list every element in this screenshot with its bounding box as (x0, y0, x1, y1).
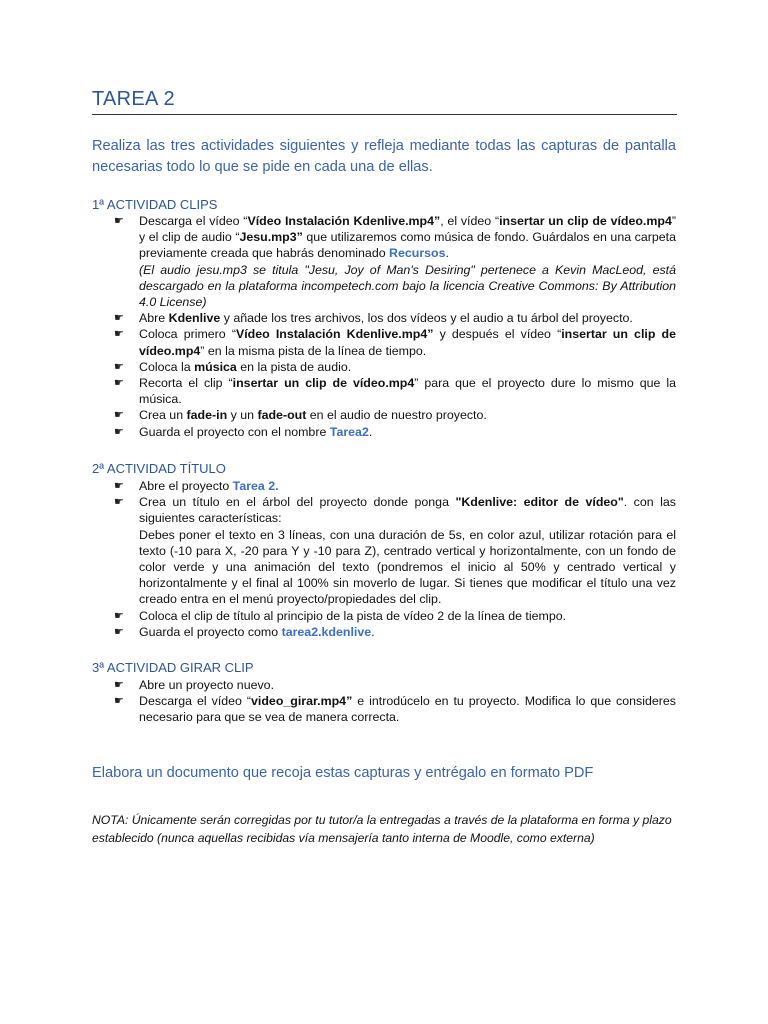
list-item: ☛ Abre el proyecto Tarea 2. (114, 479, 279, 493)
section-3-title: 3ª ACTIVIDAD GIRAR CLIP (92, 660, 254, 675)
note-paragraph: NOTA: Únicamente serán corregidas por tu tutor/a la entregadas a través de la plataforma en forma y plazo establecido (nunca aquellas recibidas vía mensajería tanto interna de Moodle, como externa) (92, 813, 672, 845)
list-item: ☛ Guarda el proyecto con el nombre Tarea2. (114, 424, 373, 439)
pointing-hand-icon: ☛ (114, 215, 124, 227)
list-item: ☛ Coloca el clip de título al principio de la pista de vídeo 2 de la línea de tiempo. (114, 608, 567, 623)
pointing-hand-icon: ☛ (114, 312, 124, 325)
section-1-title: 1ª ACTIVIDAD CLIPS (92, 197, 218, 212)
pointing-hand-icon: ☛ (114, 409, 124, 422)
pointing-hand-icon: ☛ (114, 360, 124, 373)
list-item: ☛ Coloca primero “Vídeo Instalación Kdenlive.mp4” y después el vídeo “insertar un clip de vídeo.mp4” en la misma pista de la línea de tiempo. (114, 327, 676, 358)
title-characteristics: Debes poner el texto en 3 líneas, con una duración de 5s, en color azul, utilizar rotación para el texto (-10 para X, -20 para Y y -10 para Z), centrado vertical y horizontalmente, con un fondo de color verde y una animación del texto (pondremos el inicio al 50% y centrado vertical y horizontalmente y el final al 100% sin moverlo de lugar. Si tienes que modificar el título una vez creado entra en el menú proyecto/propiedades del clip. (139, 527, 676, 607)
page-title: TAREA 2 (92, 88, 677, 115)
pointing-hand-icon: ☛ (114, 695, 124, 708)
list-item: ☛ Recorta el clip “insertar un clip de vídeo.mp4” para que el proyecto dure lo mismo que la música. (114, 376, 677, 407)
pointing-hand-icon: ☛ (114, 328, 124, 341)
section-1-list (114, 213, 676, 440)
pointing-hand-icon: ☛ (114, 679, 124, 691)
list-item: ☛ Coloca la música en la pista de audio. (114, 359, 352, 374)
closing-instruction: Elabora un documento que recoja estas capturas y entrégalo en formato PDF (92, 765, 594, 781)
tarea-2-link: Tarea 2. (232, 479, 279, 493)
pointing-hand-icon: ☛ (114, 425, 124, 438)
list-item: ☛ Abre un proyecto nuevo. (114, 678, 275, 692)
tarea2-link: Tarea2 (329, 424, 369, 439)
list-item: ☛ Descarga el vídeo “video_girar.mp4” e introdúcelo en tu proyecto. Modifica lo que consideres necesario para que se vea de manera correcta. (114, 694, 676, 725)
recursos-link: Recursos (389, 246, 446, 261)
audio-license-note: (El audio jesu.mp3 se titula "Jesu, Joy of Man's Desiring" pertenece a Kevin MacLeod, está descargado en la plataforma incompetech.com bajo la licencia Creative Commons: By Attribution 4.0 License) (139, 262, 676, 310)
pointing-hand-icon: ☛ (114, 609, 124, 622)
intro-paragraph: Realiza las tres actividades siguientes y refleja mediante todas las capturas de pantalla necesarias todo lo que se pide en cada una de ellas. (92, 138, 676, 175)
list-item: ☛ Abre Kdenlive y añade los tres archivos, los dos vídeos y el audio a tu árbol del proyecto. (114, 311, 633, 326)
list-item: ☛ Guarda el proyecto como tarea2.kdenlive. (114, 624, 375, 639)
tarea2-kdenlive-link: tarea2.kdenlive (281, 624, 372, 639)
list-item: ☛ Descarga el vídeo “Vídeo Instalación Kdenlive.mp4”, el vídeo “insertar un clip de vídeo.mp4” y el clip de audio “Jesu.mp3” que utilizaremos como música de fondo. Guárdalos en una carpeta previamente creada que habrás denominado Recursos. (El audio jesu.mp3 se titula "Jesu, Joy of Man's Desiring" pertenece a Kevin MacLeod, está descargado en la plataforma incompetech.com bajo la licencia Creative Commons: By Attribution 4.0 License) (114, 214, 676, 310)
pointing-hand-icon: ☛ (114, 377, 124, 390)
list-item: ☛ Crea un fade-in y un fade-out en el audio de nuestro proyecto. (114, 408, 487, 423)
list-item: ☛ Crea un título en el árbol del proyecto donde ponga "Kdenlive: editor de vídeo". con las siguientes características: Debes poner el texto en 3 líneas, con una duración de 5s, en color azul, utilizar rotación para el texto (-10 para X, -20 para Y y -10 para Z), centrado vertical y horizontalmente, con un fondo de color verde y una animación del texto (pondremos el inicio al 50% y centrado vertical y horizontalmente y el final al 100% sin moverlo de lugar. Si tienes que modificar el título una vez creado entra en el menú proyecto/propiedades del clip. (114, 495, 676, 607)
section-3-list (114, 677, 676, 726)
section-2-title: 2ª ACTIVIDAD TÍTULO (92, 461, 226, 476)
pointing-hand-icon: ☛ (114, 480, 124, 492)
pointing-hand-icon: ☛ (114, 496, 124, 509)
pointing-hand-icon: ☛ (114, 625, 124, 638)
section-2-list (114, 478, 676, 640)
